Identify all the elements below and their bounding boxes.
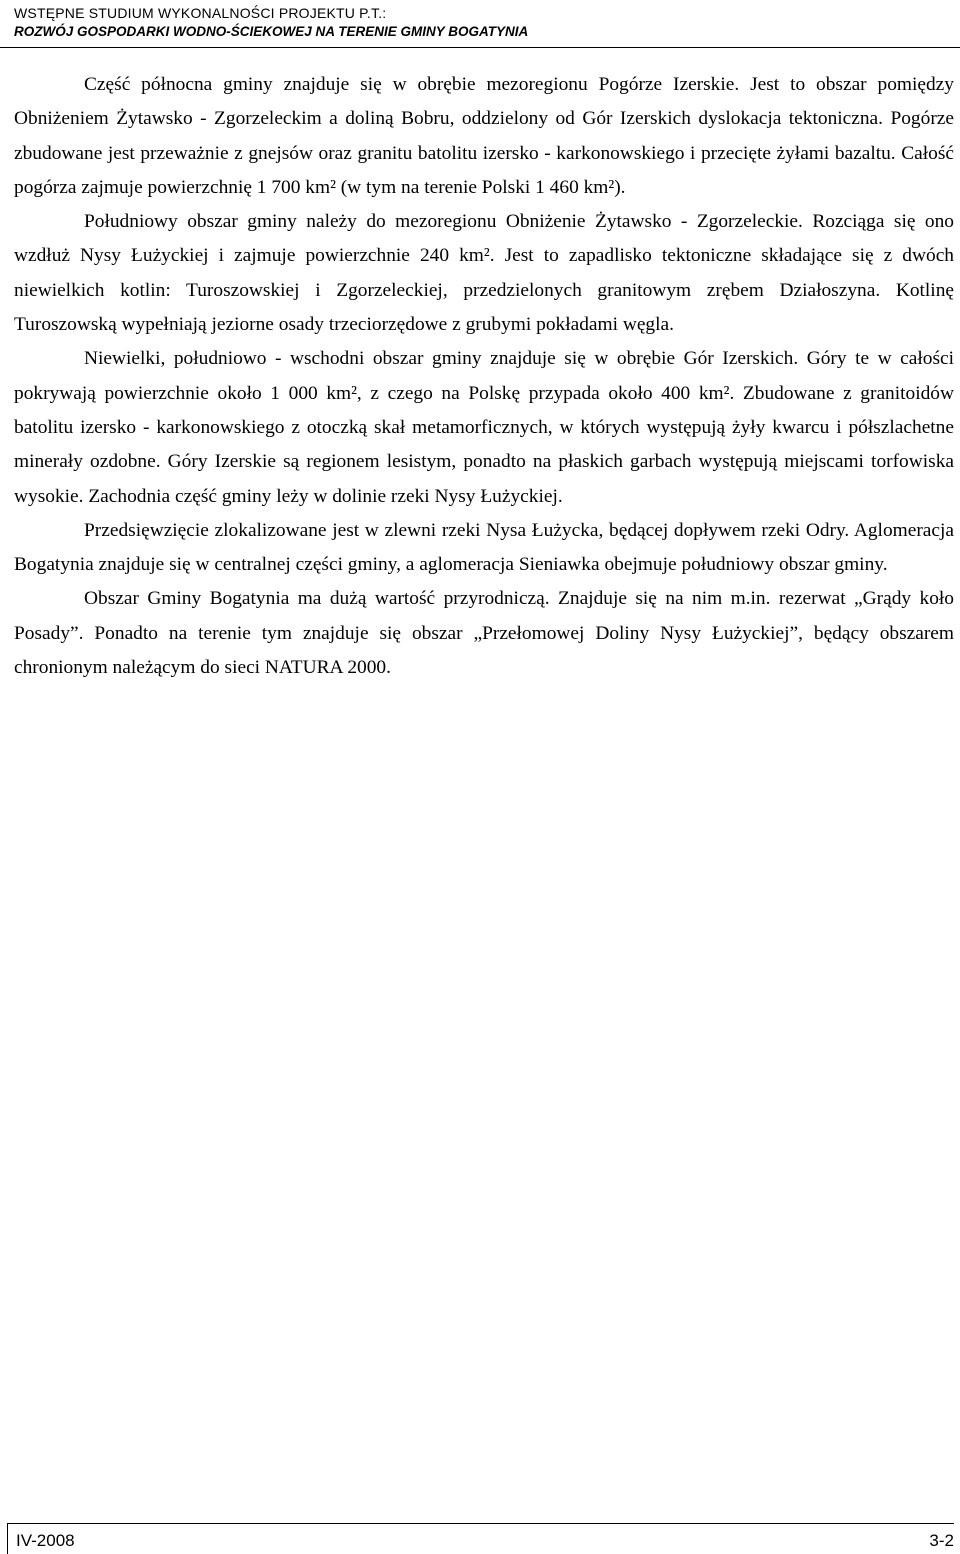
paragraph-4: Przedsięwzięcie zlokalizowane jest w zlewni rzeki Nysa Łużycka, będącej dopływem rzeki Odry. Aglomeracja Bogatynia znajduje się w centralnej części gminy, a aglomeracja Sieniawka obejmuje południowy obszar gminy. [14, 519, 954, 576]
page-number: 3-2 [929, 1531, 954, 1550]
paragraph-5: Obszar Gminy Bogatynia ma dużą wartość przyrodniczą. Znajduje się na nim m.in. rezerwat „Grądy koło Posady”. Ponadto na terenie tym znajduje się obszar „Przełomowej Doliny Nysy Łużyckiej”, będący obszarem chronionym należącym do sieci NATURA 2000. [14, 588, 954, 679]
paragraph-3: Niewielki, południowo - wschodni obszar gminy znajduje się w obrębie Gór Izerskich. Góry te w całości pokrywają powierzchnie około 1 000 km², z czego na Polskę przypada około 400 km². Zbudowane z granitoidów batolitu izersko - karkonowskiego z otoczką skał metamorficznych, w których występują żyły kwarcu i półszlachetne minerały ozdobne. Góry Izerskie są regionem lesistym, ponadto na płaskich garbach występują miejscami torfowiska wysokie. Zachodnia część gminy leży w dolinie rzeki Nysy Łużyckiej. [14, 348, 954, 507]
paragraph-2: Południowy obszar gminy należy do mezoregionu Obniżenie Żytawsko - Zgorzeleckie. Rozciąga się ono wzdłuż Nysy Łużyckiej i zajmuje powierzchnie 240 km². Jest to zapadlisko tektoniczne składające się z dwóch niewielkich kotlin: Turoszowskiej i Zgorzeleckiej, przedzielonych granitowym zrębem Działoszyna. Kotlinę Turoszowską wypełniają jeziorne osady trzeciorzędowe z grubymi pokładami węgla. [14, 211, 954, 336]
paragraph-1: Część północna gminy znajduje się w obrębie mezoregionu Pogórze Izerskie. Jest to obszar pomiędzy Obniżeniem Żytawsko - Zgorzeleckim a doliną Bobru, oddzielony od Gór Izerskich dyslokacja tektoniczna. Pogórze zbudowane jest przeważnie z gnejsów oraz granitu batolitu izersko - karkonowskiego i przecięte żyłami bazaltu. Całość pogórza zajmuje powierzchnię 1 700 km² (w tym na terenie Polski 1 460 km²). [14, 74, 954, 198]
header-study-title: WSTĘPNE STUDIUM WYKONALNOŚCI PROJEKTU P.T.: [14, 5, 387, 21]
page-header [14, 4, 954, 42]
header-divider [0, 47, 960, 48]
header-project-title: ROZWÓJ GOSPODARKI WODNO-ŚCIEKOWEJ NA TERENIE GMINY BOGATYNIA [14, 24, 529, 39]
footer-date: IV-2008 [16, 1531, 75, 1550]
document-body [14, 68, 954, 685]
page-footer [7, 1523, 954, 1554]
